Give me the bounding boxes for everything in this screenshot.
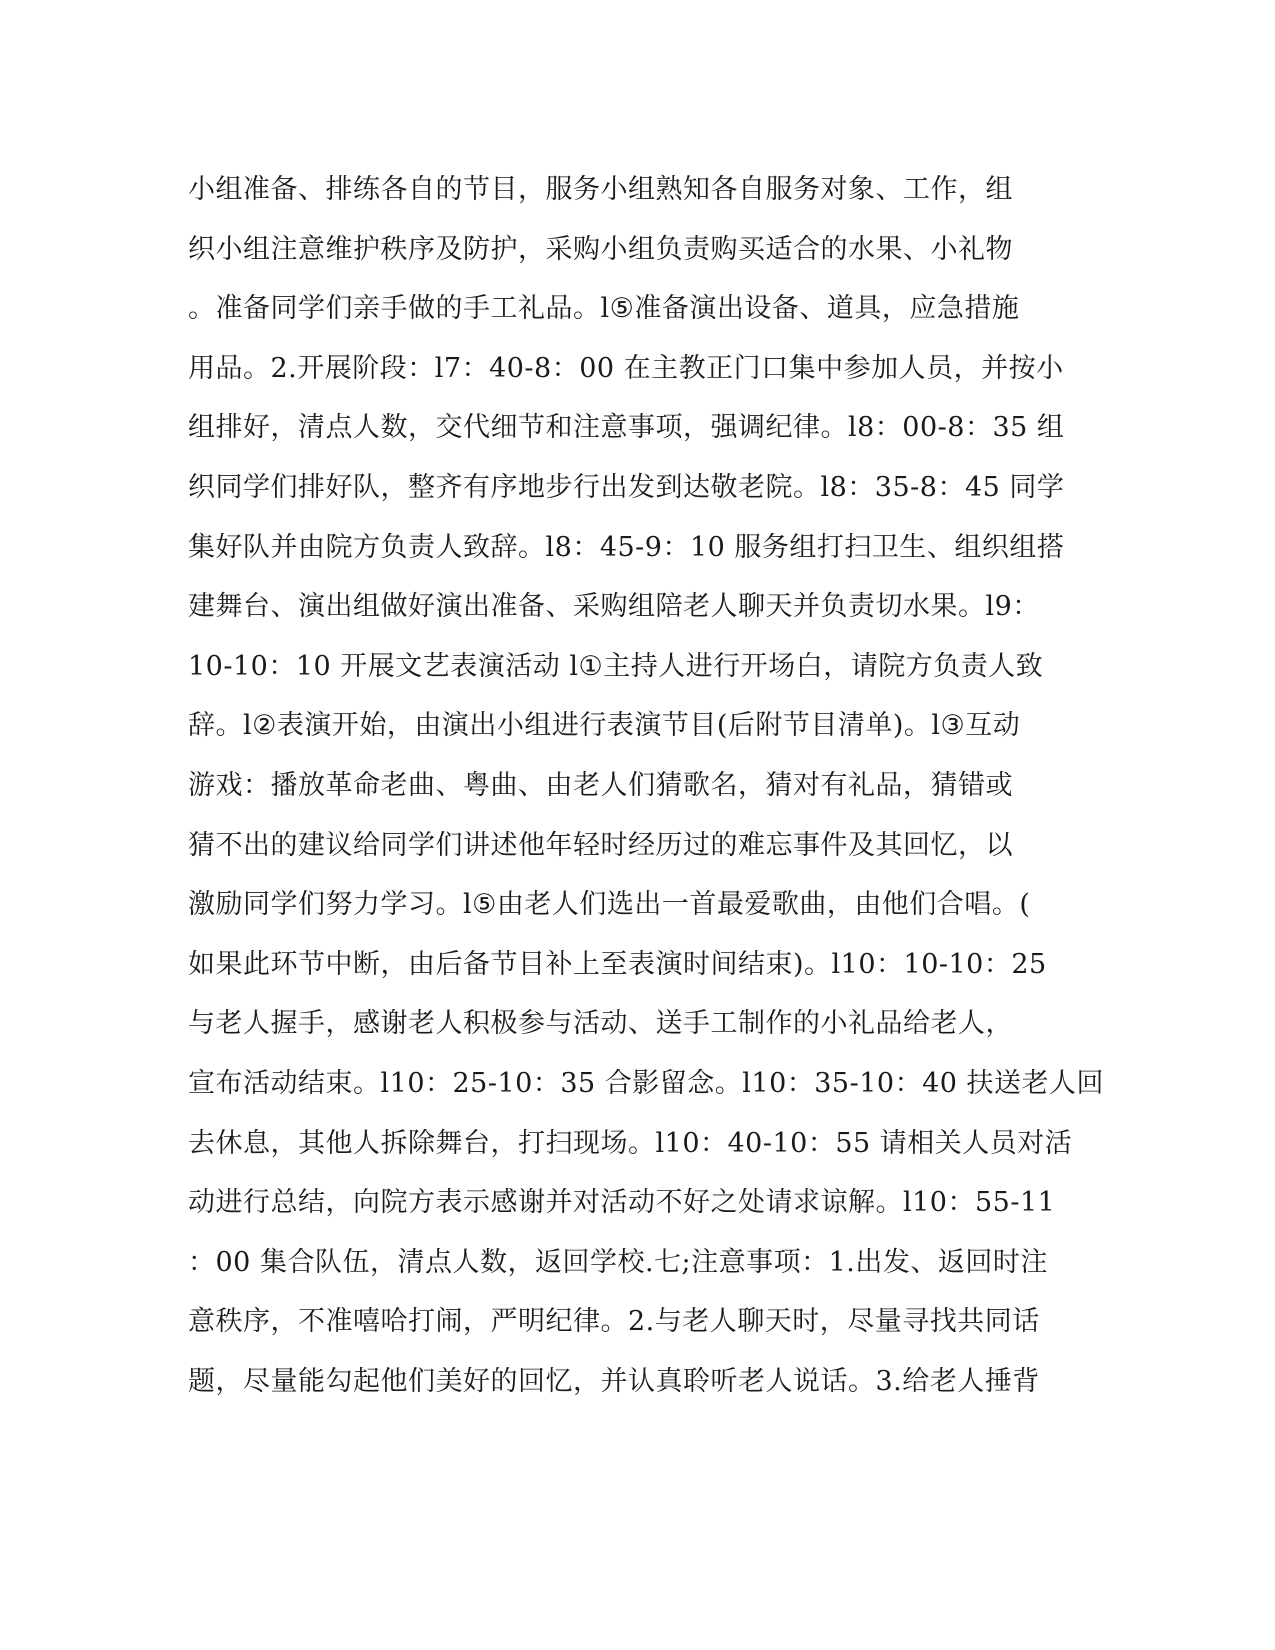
text-line: 与老人握手，感谢老人积极参与活动、送手工制作的小礼品给老人，	[188, 1008, 1013, 1040]
text-line: 宣布活动结束。l10：25-10：35 合影留念。l10：35-10：40 扶送老人回	[188, 1067, 1105, 1099]
text-line: 去休息，其他人拆除舞台，打扫现场。l10：40-10：55 请相关人员对活	[188, 1127, 1073, 1159]
text-line: 10-10：10 开展文艺表演活动 l①主持人进行开场白，请院方负责人致	[188, 650, 1044, 682]
text-line: 辞。l②表演开始，由演出小组进行表演节目(后附节目清单)。l③互动	[188, 710, 1021, 742]
text-line: 意秩序，不准嘻哈打闹，严明纪律。2.与老人聊天时，尽量寻找共同话	[188, 1306, 1040, 1338]
text-line: ：00 集合队伍，清点人数，返回学校.七;注意事项：1.出发、返回时注	[188, 1246, 1048, 1278]
text-line: 。准备同学们亲手做的手工礼品。l⑤准备演出设备、道具，应急措施	[188, 293, 1020, 325]
text-line: 题，尽量能勾起他们美好的回忆，并认真聆听老人说话。3.给老人捶背	[188, 1365, 1040, 1397]
text-line: 集好队并由院方负责人致辞。l8：45-9：10 服务组打扫卫生、组织组搭	[188, 531, 1065, 563]
text-line: 建舞台、演出组做好演出准备、采购组陪老人聊天并负责切水果。l9：	[188, 591, 1040, 623]
text-line: 动进行总结，向院方表示感谢并对活动不好之处请求谅解。l10：55-11	[188, 1187, 1056, 1219]
text-line: 小组准备、排练各自的节目，服务小组熟知各自服务对象、工作，组	[188, 174, 1013, 205]
text-line: 织小组注意维护秩序及防护，采购小组负责购买适合的水果、小礼物	[188, 233, 1013, 265]
body-text	[188, 160, 1105, 1411]
text-line: 织同学们排好队，整齐有序地步行出发到达敬老院。l8：35-8：45 同学	[188, 471, 1065, 503]
text-line: 用品。2.开展阶段：l7：40-8：00 在主教正门口集中参加人员，并按小	[188, 352, 1064, 384]
text-line: 激励同学们努力学习。l⑤由老人们选出一首最爱歌曲，由他们合唱。(	[188, 889, 1031, 921]
text-line: 游戏：播放革命老曲、粤曲、由老人们猜歌名，猜对有礼品，猜错或	[188, 769, 1013, 801]
text-line: 如果此环节中断，由后备节目补上至表演时间结束)。l10：10-10：25	[188, 948, 1047, 980]
text-line: 猜不出的建议给同学们讲述他年轻时经历过的难忘事件及其回忆，以	[188, 829, 1013, 861]
text-line: 组排好，清点人数，交代细节和注意事项，强调纪律。l8：00-8：35 组	[188, 412, 1065, 444]
